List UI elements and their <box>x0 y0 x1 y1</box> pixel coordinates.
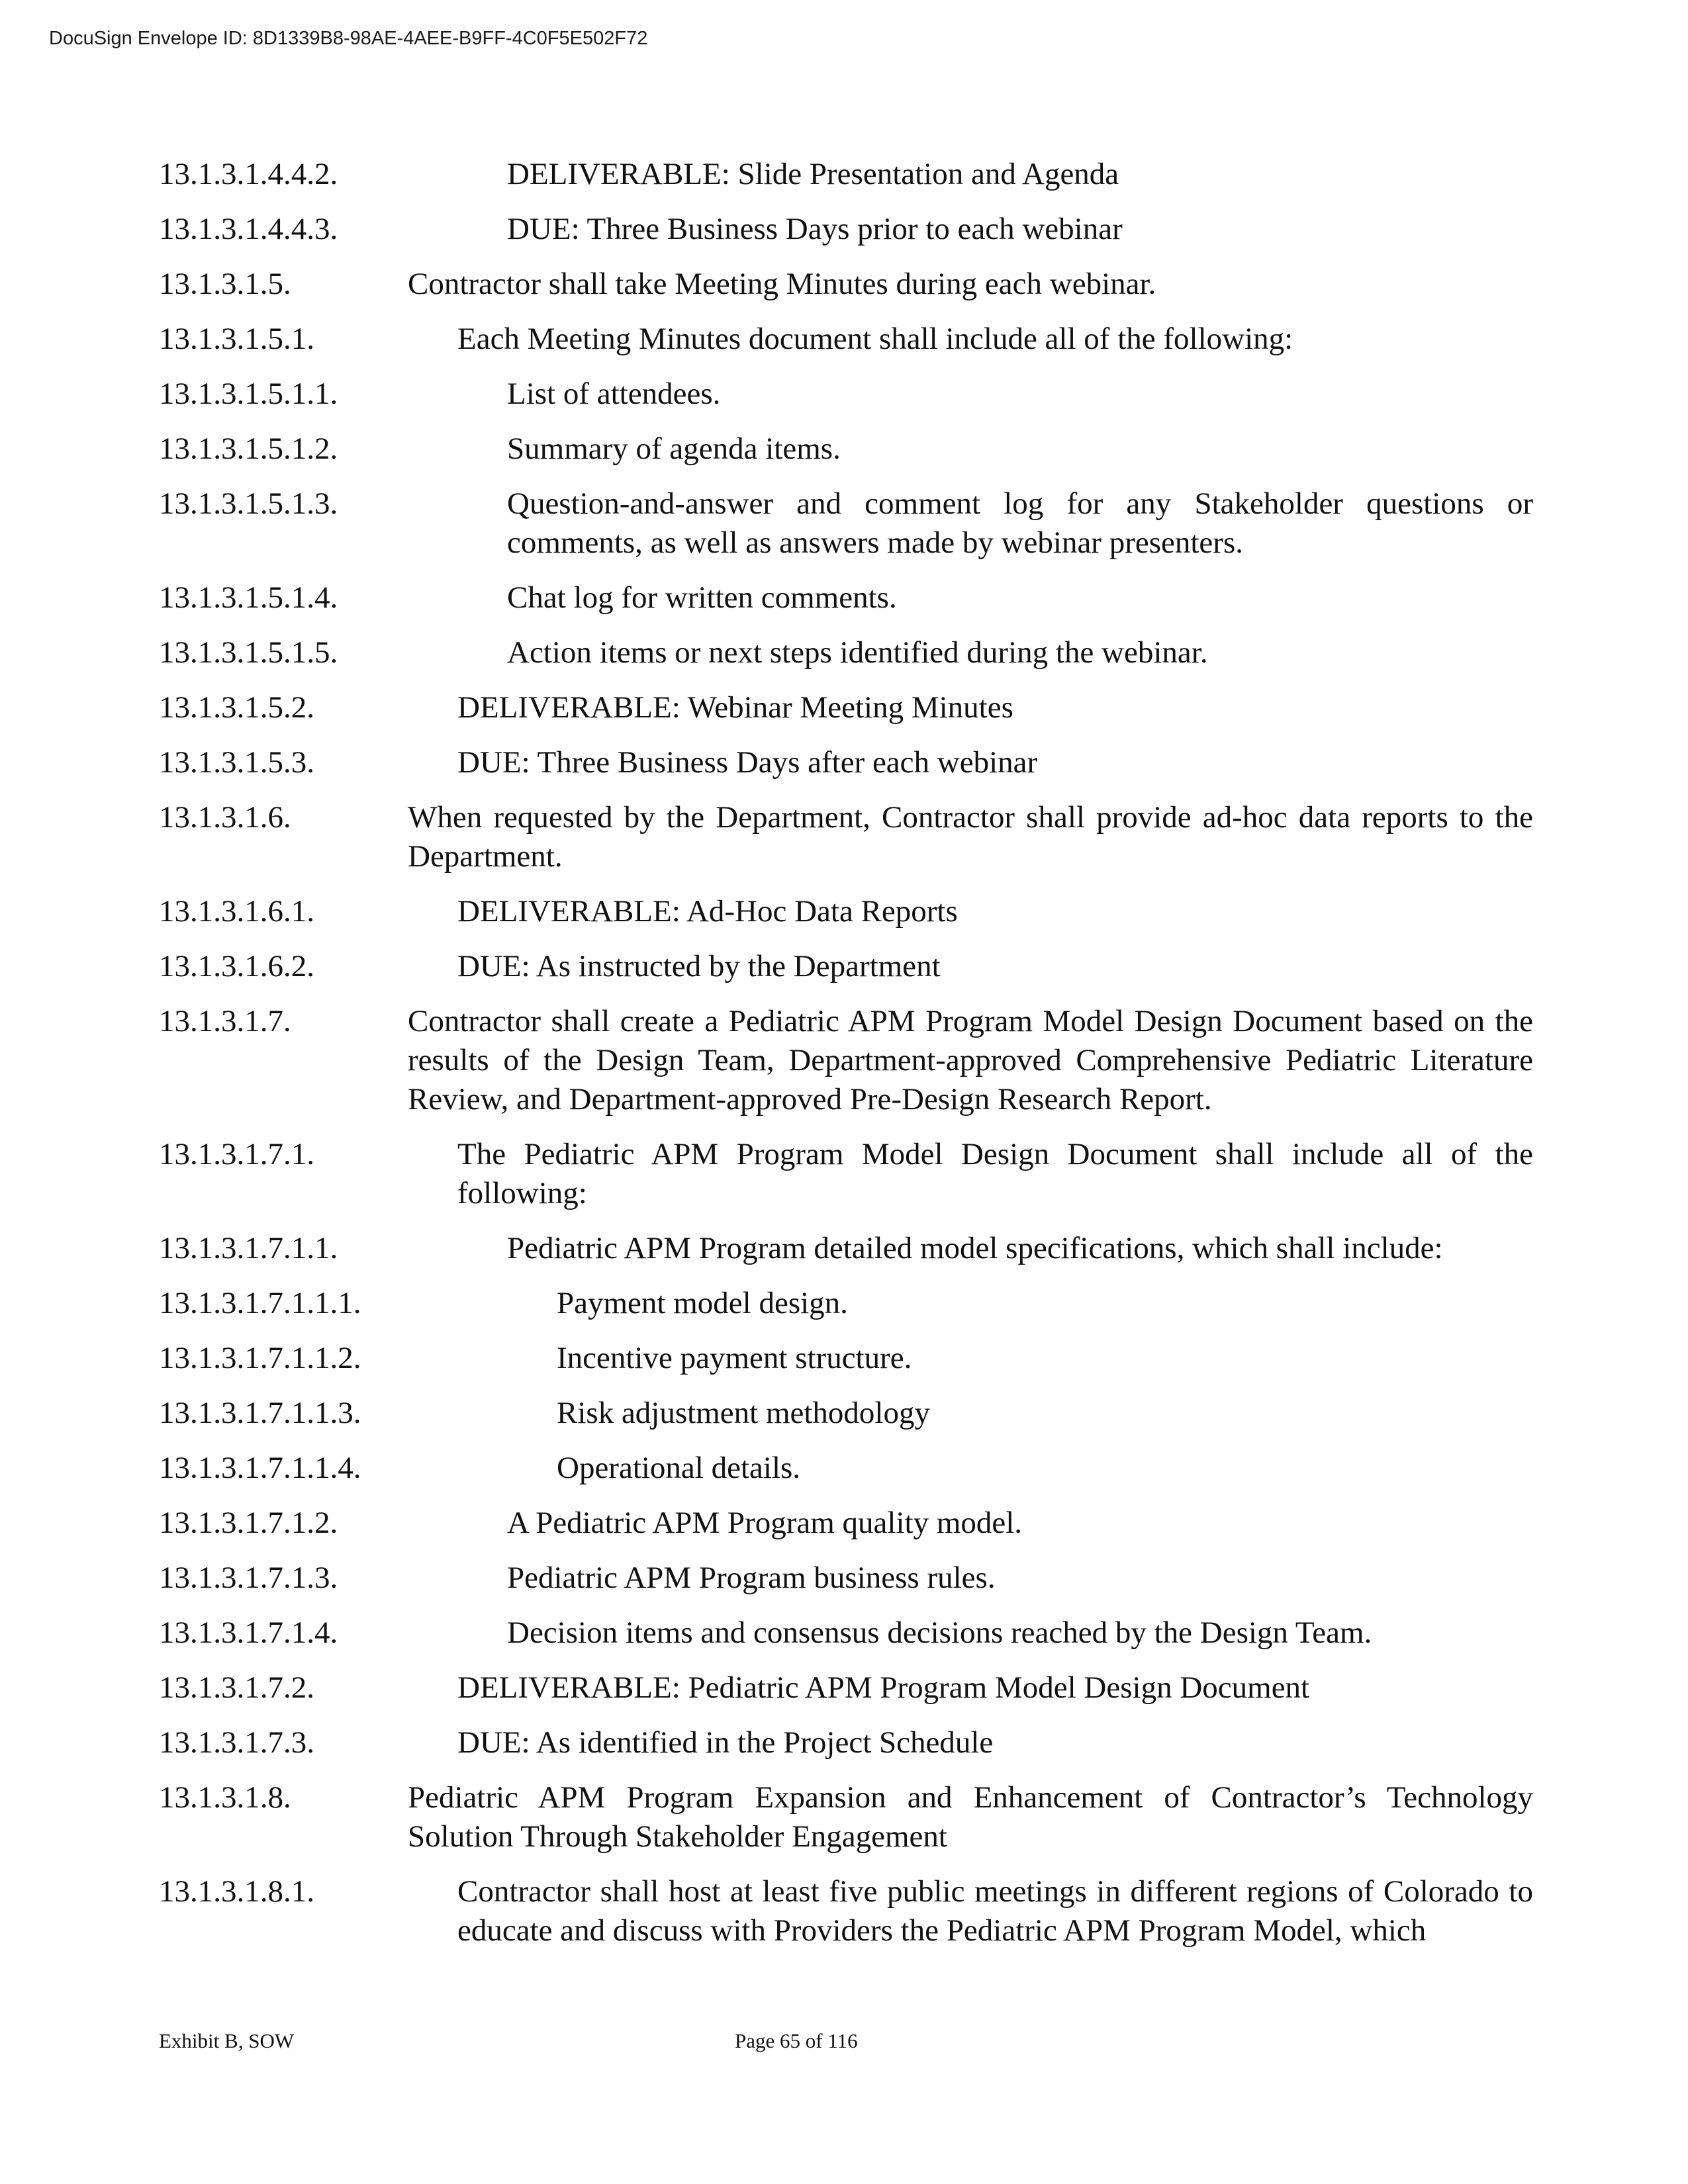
section-number: 13.1.3.1.5.1.5. <box>159 635 338 670</box>
section-number: 13.1.3.1.7.1.1.1. <box>159 1286 361 1320</box>
section-number: 13.1.3.1.5.1.1. <box>159 377 338 411</box>
section-text: Pediatric APM Program business rules. <box>507 1561 996 1595</box>
section-text: Pediatric APM Program detailed model specifications, which shall include: <box>507 1231 1443 1265</box>
section-number: 13.1.3.1.5.2. <box>159 690 314 725</box>
section-text: When requested by the Department, Contractor shall provide ad-hoc data reports to the Department. <box>408 800 1533 874</box>
list-item <box>0 1778 1688 1856</box>
section-text: Incentive payment structure. <box>557 1341 912 1375</box>
list-item <box>0 1668 1688 1707</box>
section-text: DUE: Three Business Days prior to each webinar <box>507 212 1123 246</box>
footer-exhibit: Exhibit B, SOW <box>159 2029 295 2052</box>
list-item <box>0 1229 1688 1268</box>
section-text: DUE: Three Business Days after each webinar <box>457 745 1038 780</box>
section-text: Question-and-answer and comment log for any Stakeholder questions or comments, as well as answers made by webinar presenters. <box>507 486 1533 560</box>
section-text: Action items or next steps identified during the webinar. <box>507 635 1208 670</box>
section-text: Payment model design. <box>557 1286 848 1320</box>
list-item <box>0 320 1688 359</box>
list-item <box>0 430 1688 469</box>
section-text: Pediatric APM Program Expansion and Enhancement of Contractor’s Technology Solution Through Stakeholder Engagement <box>408 1780 1533 1854</box>
section-number: 13.1.3.1.7.1.3. <box>159 1561 338 1595</box>
section-text: Chat log for written comments. <box>507 580 897 615</box>
section-number: 13.1.3.1.5.1.4. <box>159 580 338 615</box>
section-number: 13.1.3.1.4.4.2. <box>159 157 338 191</box>
section-number: 13.1.3.1.7.1.1.3. <box>159 1396 361 1430</box>
section-number: 13.1.3.1.8. <box>159 1780 291 1815</box>
section-number: 13.1.3.1.4.4.3. <box>159 212 338 246</box>
list-item <box>0 1339 1688 1378</box>
section-text: List of attendees. <box>507 377 721 411</box>
list-item <box>0 1559 1688 1598</box>
section-text: DUE: As instructed by the Department <box>457 949 941 983</box>
section-text: DELIVERABLE: Pediatric APM Program Model Design Document <box>457 1670 1310 1705</box>
list-item <box>0 1723 1688 1762</box>
section-text: DUE: As identified in the Project Schedule <box>457 1725 994 1760</box>
section-text: Decision items and consensus decisions reached by the Design Team. <box>507 1615 1372 1650</box>
list-item <box>0 1135 1688 1213</box>
section-number: 13.1.3.1.7. <box>159 1004 291 1038</box>
section-number: 13.1.3.1.6. <box>159 800 291 835</box>
section-text: DELIVERABLE: Webinar Meeting Minutes <box>457 690 1013 725</box>
section-text: Each Meeting Minutes document shall include all of the following: <box>457 322 1293 356</box>
list-item <box>0 155 1688 194</box>
list-item <box>0 1449 1688 1488</box>
list-item <box>0 1504 1688 1543</box>
list-item <box>0 798 1688 876</box>
section-number: 13.1.3.1.6.1. <box>159 894 314 929</box>
section-number: 13.1.3.1.7.1.4. <box>159 1615 338 1650</box>
section-number: 13.1.3.1.5.3. <box>159 745 314 780</box>
section-number: 13.1.3.1.5.1.2. <box>159 432 338 466</box>
section-number: 13.1.3.1.6.2. <box>159 949 314 983</box>
list-item <box>0 1614 1688 1653</box>
section-number: 13.1.3.1.7.1.1.2. <box>159 1341 361 1375</box>
document-body <box>0 155 1688 1966</box>
section-text: Contractor shall take Meeting Minutes during each webinar. <box>408 267 1156 301</box>
section-text: The Pediatric APM Program Model Design Document shall include all of the following: <box>457 1137 1533 1210</box>
list-item <box>0 210 1688 249</box>
list-item <box>0 578 1688 617</box>
list-item <box>0 265 1688 304</box>
list-item <box>0 947 1688 986</box>
section-text: DELIVERABLE: Ad-Hoc Data Reports <box>457 894 958 929</box>
list-item <box>0 1284 1688 1323</box>
list-item <box>0 892 1688 931</box>
section-number: 13.1.3.1.7.3. <box>159 1725 314 1760</box>
section-number: 13.1.3.1.8.1. <box>159 1874 314 1909</box>
section-text: Summary of agenda items. <box>507 432 841 466</box>
list-item <box>0 688 1688 727</box>
envelope-id-header: DocuSign Envelope ID: 8D1339B8-98AE-4AEE-B9FF-4C0F5E502F72 <box>49 28 648 49</box>
list-item <box>0 1872 1688 1950</box>
section-text: Contractor shall create a Pediatric APM Program Model Design Document based on the results of the Design Team, Department-approved Comprehensive Pediatric Literature Review, and Department-approved Pre-Design Research Report. <box>408 1004 1533 1116</box>
section-number: 13.1.3.1.5. <box>159 267 291 301</box>
list-item <box>0 1394 1688 1433</box>
section-number: 13.1.3.1.5.1.3. <box>159 486 338 521</box>
section-number: 13.1.3.1.7.1.1. <box>159 1231 338 1265</box>
section-number: 13.1.3.1.7.1. <box>159 1137 314 1171</box>
footer-page-number: Page 65 of 116 <box>735 2029 858 2052</box>
list-item <box>0 743 1688 782</box>
section-text: DELIVERABLE: Slide Presentation and Agenda <box>507 157 1119 191</box>
section-text: Risk adjustment methodology <box>557 1396 930 1430</box>
section-number: 13.1.3.1.7.1.1.4. <box>159 1451 361 1485</box>
section-text: Operational details. <box>557 1451 801 1485</box>
list-item <box>0 375 1688 414</box>
list-item <box>0 484 1688 563</box>
section-number: 13.1.3.1.7.2. <box>159 1670 314 1705</box>
list-item <box>0 633 1688 672</box>
list-item <box>0 1002 1688 1119</box>
section-text: A Pediatric APM Program quality model. <box>507 1506 1023 1540</box>
section-number: 13.1.3.1.5.1. <box>159 322 314 356</box>
section-text: Contractor shall host at least five public meetings in different regions of Colorado to educate and discuss with Providers the Pediatric APM Program Model, which <box>457 1874 1533 1948</box>
section-number: 13.1.3.1.7.1.2. <box>159 1506 338 1540</box>
